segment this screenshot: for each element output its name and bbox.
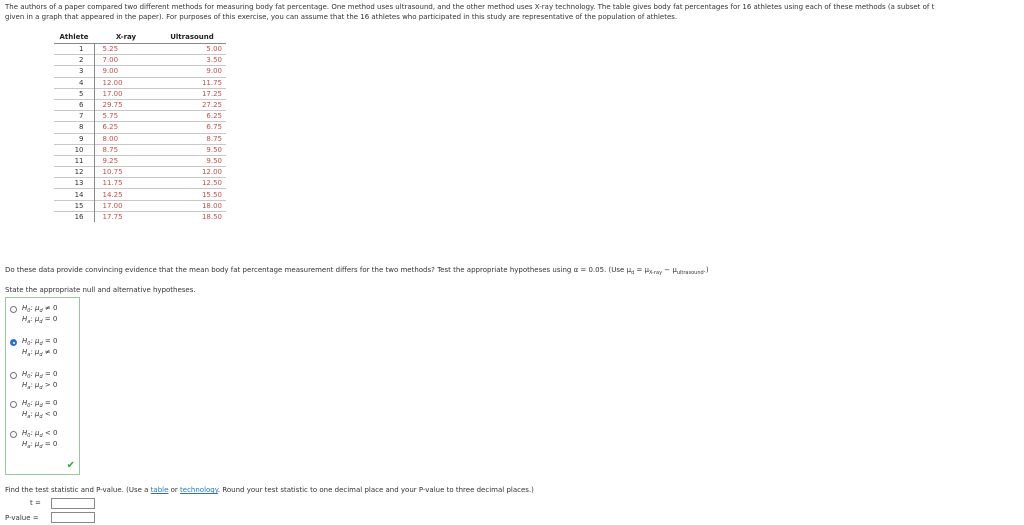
ultrasound-cell: 6.25 [158, 111, 226, 122]
ultrasound-cell: 11.75 [158, 77, 226, 88]
xray-cell: 9.00 [94, 66, 158, 77]
table-row [54, 178, 226, 189]
xray-cell: 6.25 [94, 122, 158, 133]
table-row [54, 44, 226, 55]
xray-cell: 7.00 [94, 55, 158, 66]
header-athlete: Athlete [59, 32, 89, 41]
hypothesis-line: $H_0$: $\mu_d = 0$ [22, 370, 58, 380]
question-hypothesis-test: Do these data provide convincing evidence that the mean body fat percentage measurement differs for the two methods? Test the appropriate hypotheses using α = 0.05. (Use $\mu_d = \mu_{X-ray} - \mu_{ultrasound}$.) [5, 266, 709, 276]
p-value-label: P-value = [5, 514, 39, 522]
xray-cell: 8.75 [94, 144, 158, 155]
athlete-cell: 7 [54, 111, 94, 122]
ultrasound-cell: 9.50 [158, 144, 226, 155]
ultrasound-cell: 27.25 [158, 99, 226, 110]
correct-check-icon: ✔ [66, 460, 75, 471]
ultrasound-cell: 6.75 [158, 122, 226, 133]
intro-line-2: given in a graph that appeared in the paper). For purposes of this exercise, you can assume that the 16 athletes who participated in this study are representative of the population of athletes. [5, 13, 678, 21]
xray-cell: 9.25 [94, 155, 158, 166]
ultrasound-cell: 8.75 [158, 133, 226, 144]
athlete-cell: 13 [54, 178, 94, 189]
ultrasound-cell: 18.50 [158, 211, 226, 222]
radio-icon[interactable] [10, 306, 17, 313]
table-row [54, 155, 226, 166]
table-row [54, 66, 226, 77]
hypothesis-line: $H_a$: $\mu_d = 0$ [22, 440, 58, 450]
table-row [54, 77, 226, 88]
hypothesis-line: $H_0$: $\mu_d = 0$ [22, 337, 58, 347]
xray-cell: 5.25 [94, 44, 158, 55]
hypothesis-line: $H_a$: $\mu_d = 0$ [22, 315, 58, 325]
athlete-cell: 11 [54, 155, 94, 166]
ultrasound-cell: 9.00 [158, 66, 226, 77]
athlete-cell: 9 [54, 133, 94, 144]
athlete-cell: 14 [54, 189, 94, 200]
radio-icon[interactable] [10, 372, 17, 379]
table-row [54, 111, 226, 122]
hypothesis-line: $H_a$: $\mu_d \ne 0$ [22, 348, 58, 358]
athlete-cell: 6 [54, 99, 94, 110]
athlete-cell: 15 [54, 200, 94, 211]
hypothesis-line: $H_0$: $\mu_d = 0$ [22, 399, 58, 409]
p-value-input[interactable] [51, 512, 95, 523]
athlete-cell: 2 [54, 55, 94, 66]
problem-intro [5, 2, 1024, 22]
xray-cell: 17.75 [94, 211, 158, 222]
ultrasound-cell: 3.50 [158, 55, 226, 66]
t-stat-row [30, 499, 41, 507]
hypothesis-text [22, 303, 57, 325]
hypothesis-line: $H_a$: $\mu_d > 0$ [22, 381, 58, 391]
table-link[interactable]: table [150, 486, 169, 494]
question-test-statistic: Find the test statistic and P-value. (Use a table or technology. Round your test statistic to one decimal place and your P-value to three decimal places.) [5, 486, 534, 494]
table-header-row [54, 31, 226, 44]
hypothesis-text [22, 398, 57, 420]
athlete-cell: 10 [54, 144, 94, 155]
radio-selected-icon[interactable] [10, 339, 17, 346]
xray-cell: 17.00 [94, 88, 158, 99]
t-stat-label: t = [30, 499, 41, 507]
ultrasound-cell: 12.00 [158, 167, 226, 178]
hypothesis-line: $H_0$: $\mu_d < 0$ [22, 429, 58, 439]
hypothesis-line: $H_0$: $\mu_d \ne 0$ [22, 304, 58, 314]
athlete-cell: 12 [54, 167, 94, 178]
ultrasound-cell: 12.50 [158, 178, 226, 189]
table-row [54, 211, 226, 222]
intro-line-1: The authors of a paper compared two different methods for measuring body fat percentage. One method uses ultrasound, and the other method uses X-ray technology. The table gives body fat percentages for 16 athletes using each of these methods (a subset of t [5, 3, 935, 11]
hypotheses-answer-box [5, 297, 80, 475]
athlete-cell: 5 [54, 88, 94, 99]
xray-cell: 29.75 [94, 99, 158, 110]
table-row [54, 88, 226, 99]
question-state-hypotheses: State the appropriate null and alternative hypotheses. [5, 286, 196, 294]
radio-icon[interactable] [10, 401, 17, 408]
hypothesis-text [22, 336, 57, 358]
table-row [54, 122, 226, 133]
technology-link[interactable]: technology [180, 486, 218, 494]
hypothesis-text [22, 369, 57, 391]
ultrasound-cell: 9.50 [158, 155, 226, 166]
athlete-cell: 4 [54, 77, 94, 88]
athlete-cell: 16 [54, 211, 94, 222]
table-row [54, 99, 226, 110]
table-row [54, 200, 226, 211]
header-ultrasound: Ultrasound [170, 32, 214, 41]
table-row [54, 144, 226, 155]
ultrasound-cell: 18.00 [158, 200, 226, 211]
ultrasound-cell: 5.00 [158, 44, 226, 55]
xray-cell: 11.75 [94, 178, 158, 189]
xray-cell: 17.00 [94, 200, 158, 211]
table-row [54, 55, 226, 66]
athlete-cell: 1 [54, 44, 94, 55]
radio-icon[interactable] [10, 431, 17, 438]
ultrasound-cell: 17.25 [158, 88, 226, 99]
table-row [54, 167, 226, 178]
xray-cell: 10.75 [94, 167, 158, 178]
athlete-cell: 3 [54, 66, 94, 77]
xray-cell: 5.75 [94, 111, 158, 122]
xray-cell: 12.00 [94, 77, 158, 88]
body-fat-table [54, 31, 226, 222]
hypothesis-text [22, 428, 57, 450]
table-row [54, 133, 226, 144]
athlete-cell: 8 [54, 122, 94, 133]
hypothesis-line: $H_a$: $\mu_d < 0$ [22, 410, 58, 420]
t-stat-input[interactable] [51, 498, 95, 509]
table-row [54, 189, 226, 200]
xray-cell: 14.25 [94, 189, 158, 200]
p-value-row [5, 514, 39, 522]
ultrasound-cell: 15.50 [158, 189, 226, 200]
xray-cell: 8.00 [94, 133, 158, 144]
header-xray: X-ray [115, 32, 137, 41]
